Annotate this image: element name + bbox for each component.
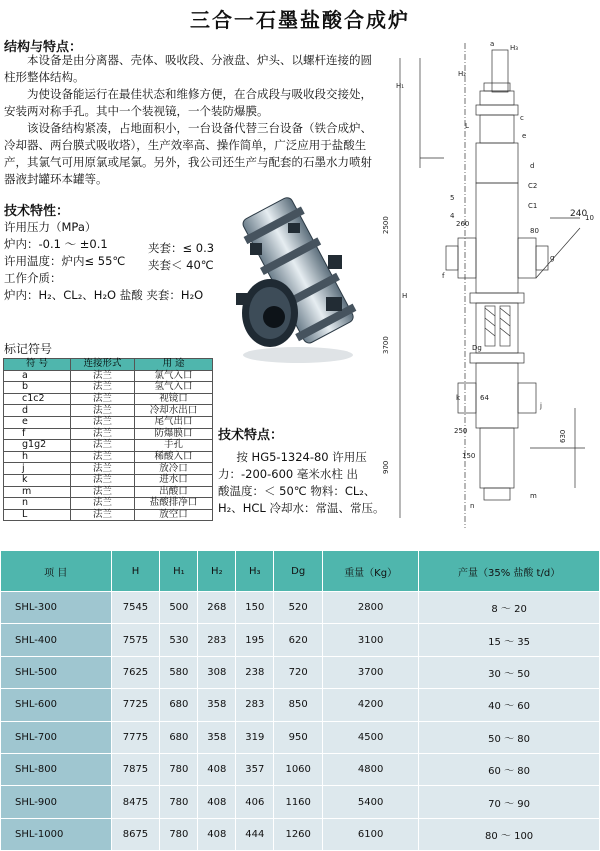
svg-text:3700: 3700: [382, 336, 390, 354]
cell: 8675: [111, 818, 160, 850]
medium-line: 炉内：H₂、CL₂、H₂O 盐酸 夹套：H₂O: [4, 288, 204, 302]
cell: 1160: [274, 786, 323, 818]
svg-text:g: g: [550, 254, 555, 262]
cell: c1c2: [4, 393, 71, 405]
cell: m: [4, 486, 71, 498]
cell: 70 ～ 90: [419, 786, 600, 818]
cell: 283: [236, 689, 274, 721]
cell: g1g2: [4, 440, 71, 452]
cell: 780: [160, 753, 198, 785]
cell: 680: [160, 689, 198, 721]
cell: 150: [236, 592, 274, 624]
cell: 3700: [323, 656, 419, 688]
symbol-table: [3, 358, 213, 521]
cell: 法兰: [71, 405, 135, 417]
col-header: H₃: [236, 551, 274, 592]
cell: 视镜口: [134, 393, 212, 405]
svg-text:2500: 2500: [382, 216, 390, 234]
col-header: Dg: [274, 551, 323, 592]
cell: 法兰: [71, 451, 135, 463]
cell: 60 ～ 80: [419, 753, 600, 785]
cell: 7775: [111, 721, 160, 753]
cell: 法兰: [71, 486, 135, 498]
cell: 238: [236, 656, 274, 688]
cell: 法兰: [71, 498, 135, 510]
cell: 444: [236, 818, 274, 850]
temp-jacket: 夹套＜ 40℃: [148, 258, 214, 272]
cell: 2800: [323, 592, 419, 624]
cell: 法兰: [71, 393, 135, 405]
equipment-photo: [228, 195, 373, 365]
svg-text:64: 64: [480, 394, 489, 402]
svg-text:H₁: H₁: [396, 82, 405, 90]
cell: 7725: [111, 689, 160, 721]
cell: 进水口: [134, 474, 212, 486]
cell: 319: [236, 721, 274, 753]
col-header: H: [111, 551, 160, 592]
svg-text:240: 240: [570, 209, 588, 219]
cell: 406: [236, 786, 274, 818]
tech-features-line: 力：-200-600 毫米水柱 出: [218, 467, 359, 481]
cell: 6100: [323, 818, 419, 850]
page-title: 三合一石墨盐酸合成炉: [190, 8, 410, 32]
svg-text:f: f: [442, 272, 445, 280]
cell: SHL-900: [1, 786, 112, 818]
cell: 80 ～ 100: [419, 818, 600, 850]
cell: 法兰: [71, 474, 135, 486]
cell: SHL-600: [1, 689, 112, 721]
cell: j: [4, 463, 71, 475]
col-header: H₂: [198, 551, 236, 592]
tech-features-heading: 技术特点：: [218, 428, 284, 443]
cell: 408: [198, 818, 236, 850]
cell: 357: [236, 753, 274, 785]
table-row: [4, 416, 213, 428]
cell: 防爆膜口: [134, 428, 212, 440]
cell: 40 ～ 60: [419, 689, 600, 721]
cell: 15 ～ 35: [419, 624, 600, 656]
cell: 法兰: [71, 463, 135, 475]
svg-text:n: n: [470, 502, 475, 510]
svg-text:150: 150: [462, 452, 476, 460]
cell: 法兰: [71, 440, 135, 452]
cell: 4500: [323, 721, 419, 753]
svg-text:900: 900: [382, 460, 390, 474]
tech-features-line: H₂、HCL 冷却水：常温、常压。: [218, 501, 385, 515]
structure-paragraph: 该设备结构紧凑，占地面积小，一台设备代替三台设备（铁合成炉、冷却器、两台膜式吸收塔），生产效率高、操作简单，广泛应用于盐酸生产，其氯气可用原氯或尾氯。另外，我公司还生产与配套的石墨水力喷射器液封罐环本罐等。: [4, 121, 372, 186]
col-header: 重量（Kg）: [323, 551, 419, 592]
svg-text:4: 4: [450, 212, 455, 220]
svg-text:j: j: [540, 402, 542, 410]
cell: 稀酸入口: [134, 451, 212, 463]
technical-drawing: [380, 28, 595, 528]
cell: 法兰: [71, 382, 135, 394]
table-row: [4, 474, 213, 486]
cell: 氯气入口: [134, 370, 212, 382]
table-row: [4, 405, 213, 417]
table-row: [4, 393, 213, 405]
cell: k: [4, 474, 71, 486]
cell: 195: [236, 624, 274, 656]
cell: 尾气出口: [134, 416, 212, 428]
svg-text:Dg: Dg: [472, 344, 482, 352]
table-row: [4, 440, 213, 452]
cell: 7625: [111, 656, 160, 688]
svg-text:a: a: [490, 40, 495, 48]
cell: 358: [198, 689, 236, 721]
table-row: [4, 382, 213, 394]
tech-features-line: 按 HG5-1324-80 许用压: [236, 450, 367, 464]
col-header: 连接形式: [71, 359, 135, 371]
pressure-jacket: 夹套：≤ 0.3: [148, 241, 215, 255]
cell: 5400: [323, 786, 419, 818]
cell: 放冷口: [134, 463, 212, 475]
medium-label: 工作介质：: [4, 271, 62, 285]
cell: 520: [274, 592, 323, 624]
svg-text:250: 250: [454, 427, 468, 435]
svg-text:H: H: [402, 292, 408, 300]
svg-text:C2: C2: [528, 182, 538, 190]
cell: 408: [198, 753, 236, 785]
table-row: [1, 656, 600, 688]
cell: 手孔: [134, 440, 212, 452]
cell: 7545: [111, 592, 160, 624]
cell: 放空口: [134, 509, 212, 521]
cell: 7875: [111, 753, 160, 785]
svg-text:630: 630: [559, 429, 567, 443]
cell: 720: [274, 656, 323, 688]
specs-heading: 技术特性：: [4, 204, 70, 219]
table-row: [1, 689, 600, 721]
tech-features: [218, 424, 385, 517]
cell: 法兰: [71, 509, 135, 521]
col-header: H₁: [160, 551, 198, 592]
cell: 法兰: [71, 428, 135, 440]
cell: 408: [198, 786, 236, 818]
cell: 1060: [274, 753, 323, 785]
cell: SHL-400: [1, 624, 112, 656]
cell: SHL-500: [1, 656, 112, 688]
svg-text:5: 5: [450, 194, 455, 202]
cell: 3100: [323, 624, 419, 656]
cell: 1260: [274, 818, 323, 850]
cell: h: [4, 451, 71, 463]
svg-text:C1: C1: [528, 202, 538, 210]
cell: 4800: [323, 753, 419, 785]
svg-text:H₃: H₃: [510, 44, 519, 52]
svg-text:e: e: [522, 132, 527, 140]
cell: 780: [160, 818, 198, 850]
cell: 500: [160, 592, 198, 624]
cell: 氢气入口: [134, 382, 212, 394]
cell: 268: [198, 592, 236, 624]
temp-line: 许用温度：炉内≤ 55℃: [4, 254, 126, 268]
cell: f: [4, 428, 71, 440]
cell: 530: [160, 624, 198, 656]
table-row: [1, 624, 600, 656]
cell: b: [4, 382, 71, 394]
cell: 出酸口: [134, 486, 212, 498]
cell: 308: [198, 656, 236, 688]
cell: 680: [160, 721, 198, 753]
svg-text:d: d: [530, 162, 535, 170]
structure-section: [4, 40, 374, 188]
cell: 580: [160, 656, 198, 688]
col-header: 用 途: [134, 359, 212, 371]
cell: SHL-800: [1, 753, 112, 785]
cell: 8 ～ 20: [419, 592, 600, 624]
cell: 冷却水出口: [134, 405, 212, 417]
cell: 30 ～ 50: [419, 656, 600, 688]
cell: d: [4, 405, 71, 417]
svg-text:m: m: [530, 492, 537, 500]
structure-paragraph: 本设备是由分离器、壳体、吸收段、分液盘、炉头、以螺杆连接的圆柱形整体结构。: [4, 53, 372, 84]
cell: 法兰: [71, 416, 135, 428]
cell: 法兰: [71, 370, 135, 382]
table-row: [4, 463, 213, 475]
svg-text:80: 80: [530, 227, 539, 235]
symbols-heading: 标记符号: [4, 342, 53, 356]
svg-text:H₂: H₂: [458, 70, 467, 78]
structure-paragraph: 为使设备能运行在最佳状态和维修方便，在合成段与吸收段交接处，安装两对称手孔。其中一个装视镜，一个装防爆膜。: [4, 87, 372, 118]
cell: SHL-700: [1, 721, 112, 753]
cell: L: [4, 509, 71, 521]
svg-text:10: 10: [585, 214, 594, 222]
table-row: [1, 721, 600, 753]
cell: n: [4, 498, 71, 510]
col-header: 项 目: [1, 551, 112, 592]
cell: e: [4, 416, 71, 428]
cell: 620: [274, 624, 323, 656]
cell: 50 ～ 80: [419, 721, 600, 753]
table-row: [4, 370, 213, 382]
cell: SHL-1000: [1, 818, 112, 850]
table-row: [4, 498, 213, 510]
pressure-label: 许用压力（MPa）: [4, 220, 97, 234]
table-row: [1, 592, 600, 624]
spec-table: [0, 550, 600, 851]
cell: 盐酸排净口: [134, 498, 212, 510]
table-row: [4, 428, 213, 440]
table-row: [4, 451, 213, 463]
cell: 8475: [111, 786, 160, 818]
pressure-line: 炉内：-0.1 ～ ±0.1: [4, 237, 108, 251]
svg-text:k: k: [456, 394, 461, 402]
cell: 850: [274, 689, 323, 721]
svg-text:L: L: [465, 122, 469, 130]
cell: SHL-300: [1, 592, 112, 624]
table-row: [1, 753, 600, 785]
svg-text:260: 260: [456, 220, 470, 228]
cell: 780: [160, 786, 198, 818]
col-header: 符 号: [4, 359, 71, 371]
structure-heading: 结构与特点：: [4, 40, 83, 55]
col-header: 产量（35% 盐酸 t/d）: [419, 551, 600, 592]
cell: a: [4, 370, 71, 382]
svg-text:c: c: [520, 114, 524, 122]
cell: 7575: [111, 624, 160, 656]
table-row: [4, 509, 213, 521]
cell: 358: [198, 721, 236, 753]
table-row: [1, 818, 600, 850]
table-row: [4, 486, 213, 498]
cell: 950: [274, 721, 323, 753]
table-row: [1, 786, 600, 818]
cell: 4200: [323, 689, 419, 721]
cell: 283: [198, 624, 236, 656]
tech-features-line: 酸温度：＜ 50℃ 物料：CL₂、: [218, 484, 376, 498]
